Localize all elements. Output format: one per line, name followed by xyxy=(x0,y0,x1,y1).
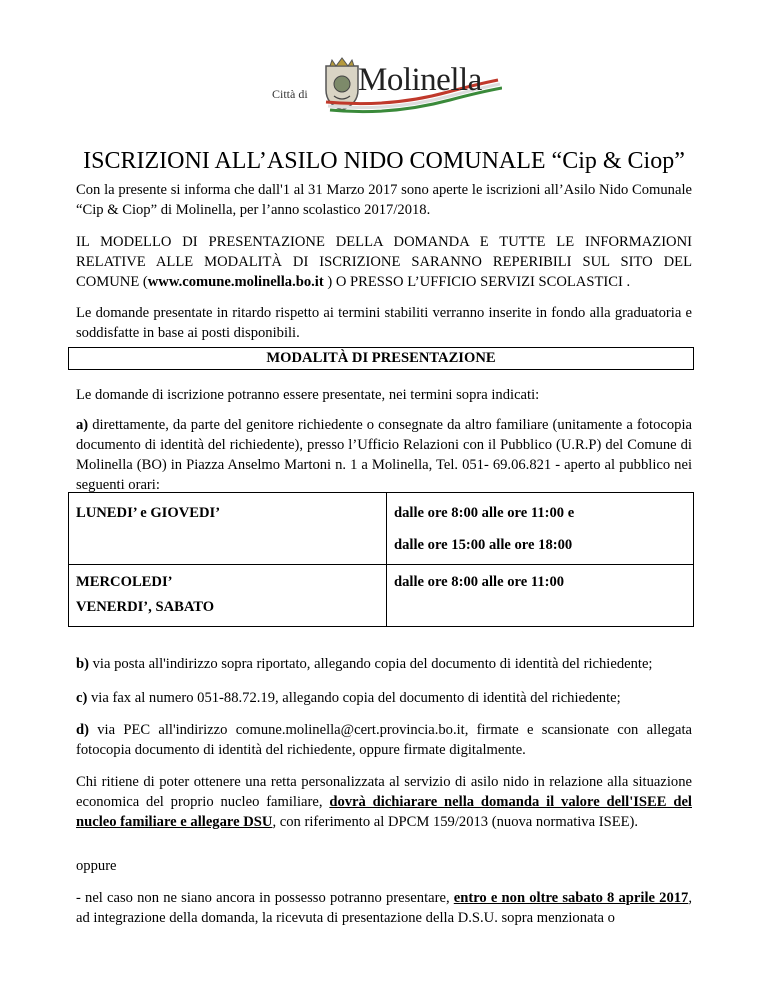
isee-text-before: Chi ritiene di poter ottenere una retta personalizzata al servizio di asilo nido in relazione alla situazione economica del proprio nucleo familiare, xyxy=(76,774,692,810)
section-heading: MODALITÀ DI PRESENTAZIONE xyxy=(68,347,694,370)
method-a-text: direttamente, da parte del genitore richiedente o consegnate da altro familiare (unitamente a fotocopia documento di identità del richiedente), presso l’Ufficio Relazioni con il Pubblico (U.R.P) del Comune di Molinella (BO) in Piazza Anselmo Martoni n. 1 a Molinella, Tel. 051- 69.06.821 - aperto al pubblico nei seguenti orari: xyxy=(76,417,692,493)
table-divider-horizontal xyxy=(69,564,693,565)
schedule-days-2b: VENERDI’, SABATO xyxy=(76,599,215,615)
method-d-paragraph xyxy=(76,720,692,760)
method-d-letter: d) xyxy=(76,722,89,738)
deadline-paragraph xyxy=(76,888,692,928)
isee-text-after: , con riferimento al DPCM 159/2013 (nuova normativa ISEE). xyxy=(272,814,639,830)
method-a-letter: a) xyxy=(76,417,89,433)
schedule-days-1: LUNEDI’ e GIOVEDI’ xyxy=(76,505,221,521)
method-c-letter: c) xyxy=(76,690,88,706)
methods-intro: Le domande di iscrizione potranno essere presentate, nei termini sopra indicati: xyxy=(76,387,540,403)
intro-paragraph: Con la presente si informa che dall'1 al 31 Marzo 2017 sono aperte le iscrizioni all’Asilo Nido Comunale “Cip & Ciop” di Molinella, per l’anno scolastico 2017/2018. xyxy=(76,182,692,218)
schedule-time-1b: dalle ore 15:00 alle ore 18:00 xyxy=(394,537,573,553)
method-a-paragraph xyxy=(76,415,692,495)
opening-hours-table xyxy=(68,492,694,627)
table-divider-vertical xyxy=(386,493,387,626)
deadline-text-after: , ad integrazione della domanda, la ricevuta di presentazione della D.S.U. sopra menzionata o xyxy=(76,890,692,926)
page-title: ISCRIZIONI ALL’ASILO NIDO COMUNALE “Cip & Ciop” xyxy=(83,148,685,174)
city-logo xyxy=(270,54,502,118)
schedule-days-2a: MERCOLEDI’ xyxy=(76,574,173,590)
late-paragraph: Le domande presentate in ritardo rispetto ai termini stabiliti verranno inserite in fondo alla graduatoria e soddisfatte in base ai posti disponibili. xyxy=(76,305,692,341)
notice-paragraph xyxy=(76,232,692,292)
website-link[interactable]: www.comune.molinella.bo.it xyxy=(147,274,324,290)
logo-small-text: Città di xyxy=(272,87,308,101)
method-b-paragraph xyxy=(76,654,692,674)
isee-paragraph xyxy=(76,772,692,832)
method-b-text: via posta all'indirizzo sopra riportato, allegando copia del documento di identità del richiedente; xyxy=(88,656,653,672)
deadline-text-before: - nel caso non ne siano ancora in possesso potranno presentare, xyxy=(76,890,454,906)
logo-city-name: Molinella xyxy=(358,62,482,98)
oppure-text: oppure xyxy=(76,858,117,874)
notice-text-after: ) O PRESSO L’UFFICIO SERVIZI SCOLASTICI . xyxy=(323,274,631,290)
isee-emphasis: dovrà dichiarare nella domanda il valore dell'ISEE del nucleo familiare e allegare DSU xyxy=(76,794,692,830)
deadline-emphasis: entro e non oltre sabato 8 aprile 2017 xyxy=(453,890,689,906)
schedule-time-2: dalle ore 8:00 alle ore 11:00 xyxy=(394,574,565,590)
method-b-letter: b) xyxy=(76,656,89,672)
method-c-paragraph xyxy=(76,688,692,708)
notice-text-before: IL MODELLO DI PRESENTAZIONE DELLA DOMANDA E TUTTE LE INFORMAZIONI RELATIVE ALLE MODALITÀ DI ISCRIZIONE SARANNO REPERIBILI SUL SITO DEL COMUNE ( xyxy=(76,234,692,290)
method-d-text: via PEC all'indirizzo comune.molinella@cert.provincia.bo.it, firmate e scansionate con allegata fotocopia documento di identità del richiedente, oppure firmate digitalmente. xyxy=(76,722,692,758)
method-c-text: via fax al numero 051-88.72.19, allegando copia del documento di identità del richiedente; xyxy=(87,690,621,706)
schedule-time-1a: dalle ore 8:00 alle ore 11:00 e xyxy=(394,505,575,521)
